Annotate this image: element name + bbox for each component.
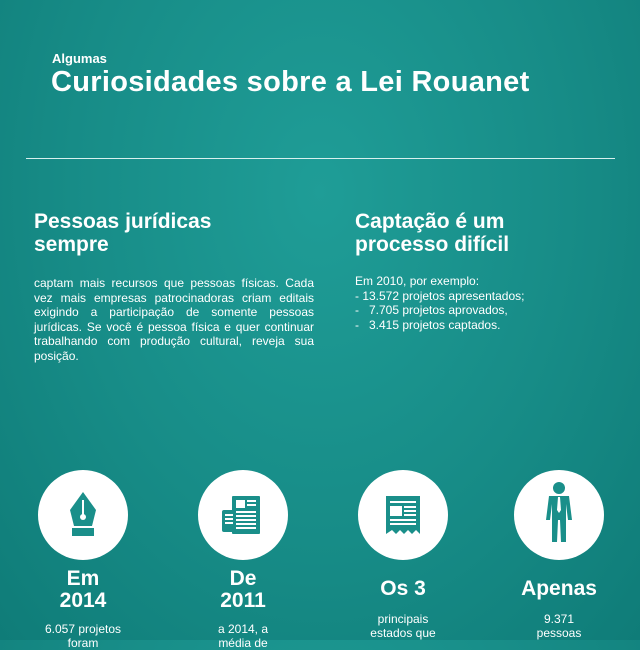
fountain-pen-icon bbox=[38, 470, 128, 560]
left-heading-line1: Pessoas jurídicas bbox=[34, 210, 212, 233]
stat-2-text-line2: média de bbox=[218, 636, 268, 650]
document-icon bbox=[358, 470, 448, 560]
stat-1-heading-line1: Em bbox=[66, 567, 100, 590]
stat-1-text bbox=[23, 622, 143, 650]
stat-3-heading bbox=[343, 578, 463, 600]
stat-2-heading bbox=[183, 568, 303, 612]
person-icon bbox=[514, 470, 604, 560]
list-item: - 3.415 projetos captados. bbox=[355, 317, 501, 332]
left-heading-line2: sempre bbox=[34, 233, 109, 256]
stat-1-text-line1: 6.057 projetos bbox=[44, 622, 122, 636]
right-column bbox=[355, 210, 615, 332]
stat-4-heading-line1: Apenas bbox=[521, 577, 597, 600]
right-heading-line2: processo difícil bbox=[355, 233, 510, 256]
stat-4-text-line2: pessoas bbox=[536, 626, 582, 640]
left-heading bbox=[34, 210, 314, 256]
newspaper-icon bbox=[198, 470, 288, 560]
stat-3-text bbox=[343, 612, 463, 640]
right-heading-line1: Captação é um bbox=[355, 210, 505, 233]
right-list bbox=[355, 274, 615, 332]
left-body: captam mais recursos que pessoas físicas. Cada vez mais empresas patrocinadoras criam editais exigindo a participação de somente pessoas jurídicas. Se você é pessoa física e quer continuar trabalhando com produção cultural, reveja sua posição. bbox=[34, 276, 314, 363]
stat-1-heading-line2: 2014 bbox=[59, 589, 107, 612]
page-title: Curiosidades sobre a Lei Rouanet bbox=[51, 66, 530, 98]
stat-4-text bbox=[499, 612, 619, 640]
list-item: - 13.572 projetos apresentados; bbox=[355, 288, 525, 303]
stat-2-heading-line1: De bbox=[229, 567, 257, 590]
stat-3-heading-line1: Os 3 bbox=[380, 577, 426, 600]
stat-2-heading-line2: 2011 bbox=[220, 589, 266, 612]
stat-4-text-line1: 9.371 bbox=[543, 612, 575, 626]
stat-circle-3 bbox=[358, 470, 448, 560]
stat-circle-1 bbox=[38, 470, 128, 560]
left-column bbox=[34, 210, 314, 363]
right-heading bbox=[355, 210, 615, 256]
list-item: - 7.705 projetos aprovados, bbox=[355, 303, 508, 317]
header-divider bbox=[26, 158, 615, 159]
stat-circle-4 bbox=[514, 470, 604, 560]
header-kicker: Algumas bbox=[52, 51, 107, 66]
stat-1-text-line2: foram bbox=[67, 636, 99, 650]
right-intro: Em 2010, por exemplo: bbox=[355, 274, 480, 288]
stat-4-heading bbox=[499, 578, 619, 600]
stat-3-text-line2: estados que bbox=[370, 626, 436, 640]
stat-3-text-line1: principais bbox=[377, 612, 429, 626]
stat-1-heading bbox=[23, 568, 143, 612]
stat-2-text bbox=[183, 622, 303, 650]
stat-2-text-line1: a 2014, a bbox=[217, 622, 269, 636]
stat-circle-2 bbox=[198, 470, 288, 560]
